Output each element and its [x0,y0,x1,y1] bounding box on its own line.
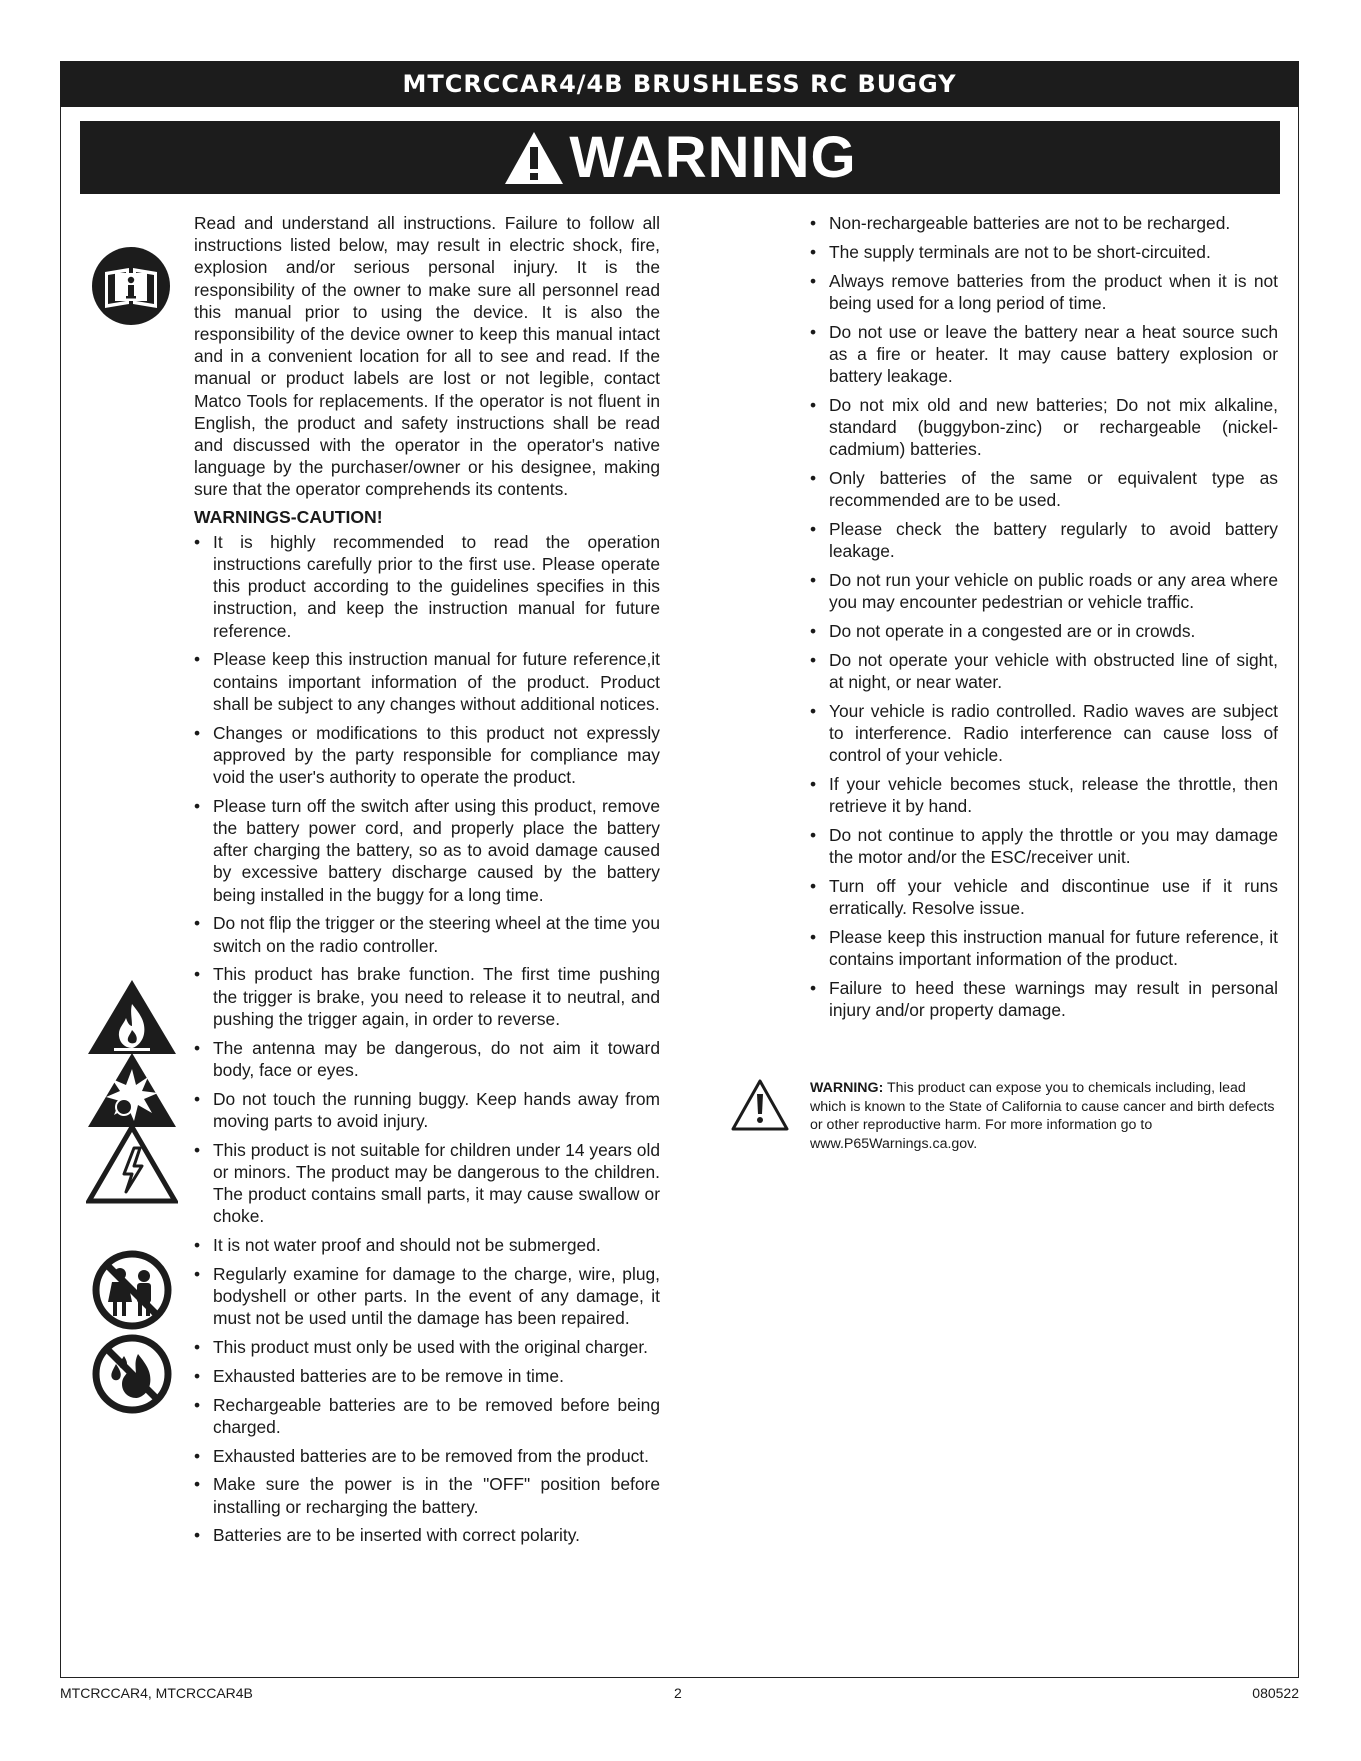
warnings-caution-heading: WARNINGS-CAUTION! [194,506,383,527]
left-bullet-list [194,531,660,1547]
list-item: • Please keep this instruction manual for future reference,it contains important information of the product. Product shall be subject to any changes without additional notices. [194,648,660,715]
list-item: • This product is not suitable for children under 14 years old or minors. The product may be dangerous to the children. The product contains small parts, it may cause swallow or choke. [194,1139,660,1228]
read-manual-icon [91,246,171,326]
list-item: • It is not water proof and should not be submerged. [194,1234,660,1256]
no-children-icon [92,1250,172,1330]
list-item: • Please check the battery regularly to avoid battery leakage. [810,518,1278,562]
list-item: • Do not operate in a congested are or in crowds. [810,620,1278,642]
list-item: • Batteries are to be inserted with correct polarity. [194,1524,660,1546]
electric-shock-icon [86,1124,178,1204]
warning-triangle-icon [503,130,565,186]
list-item: • Turn off your vehicle and discontinue use if it runs erratically. Resolve issue. [810,875,1278,919]
left-column [194,212,660,1553]
list-item: • Changes or modifications to this product not expressly approved by the party responsible for compliance may void the user's authority to operate the product. [194,722,660,789]
list-item: • The supply terminals are not to be short-circuited. [810,241,1278,263]
title-text: MTCRCCAR4/4B BRUSHLESS RC BUGGY [402,70,957,98]
list-item: • Non-rechargeable batteries are not to be recharged. [810,212,1278,234]
list-item: • Do not flip the trigger or the steering wheel at the time you switch on the radio controller. [194,912,660,956]
warning-banner [80,121,1280,194]
list-item: • Rechargeable batteries are to be removed before being charged. [194,1394,660,1438]
explosion-hazard-icon [86,1051,178,1129]
footer-code: 080522 [1252,1685,1299,1701]
list-item: • This product has brake function. The first time pushing the trigger is brake, you need to release it to neutral, and pushing the trigger again, in order to reverse. [194,963,660,1030]
prop65-label: WARNING: [810,1080,884,1096]
list-item: • Do not mix old and new batteries; Do not mix alkaline, standard (buggybon-zinc) or rechargeable (nickel-cadmium) batteries. [810,394,1278,461]
list-item: • Please turn off the switch after using this product, remove the battery power cord, and properly place the battery after charging the battery, so as to avoid damage caused by excessive battery discharge caused by the battery being installed in the buggy for a long time. [194,795,660,906]
no-water-fire-icon [92,1334,172,1414]
intro-paragraph: Read and understand all instructions. Failure to follow all instructions listed below, may result in electric shock, fire, explosion and/or serious personal injury. It is the responsibility of the owner to make sure all personnel read this manual prior to using the device. It is also the responsibility of the device owner to keep this manual intact and in a convenient location for all to see and read. If the manual or product labels are lost or not legible, contact Matco Tools for replacements. If the operator is not fluent in English, the product and safety instructions shall be read and discussed with the operator in the operator's native language by the purchaser/owner or his designee, making sure that the operator comprehends its contents. [194,213,660,500]
page-title [60,61,1299,107]
list-item: • Exhausted batteries are to be removed from the product. [194,1445,660,1467]
right-column [810,212,1278,1028]
footer-page-number: 2 [674,1685,682,1701]
list-item: • Always remove batteries from the product when it is not being used for a long period of time. [810,270,1278,314]
list-item: • Do not operate your vehicle with obstructed line of sight, at night, or near water. [810,649,1278,693]
list-item: • Do not touch the running buggy. Keep hands away from moving parts to avoid injury. [194,1088,660,1132]
list-item: • Regularly examine for damage to the charge, wire, plug, bodyshell or other parts. In the event of any damage, it must not be used until the damage has been repaired. [194,1263,660,1330]
right-bullet-list [810,212,1278,1021]
list-item: • Do not continue to apply the throttle or you may damage the motor and/or the ESC/receiver unit. [810,824,1278,868]
prop65-text-block [810,1079,1280,1154]
caution-icon [730,1078,790,1132]
list-item: • If your vehicle becomes stuck, release the throttle, then retrieve it by hand. [810,773,1278,817]
prop65-body: This product can expose you to chemicals including, lead which is known to the State of California to cause cancer and birth defects or other reproductive harm. For more information go to www.P65Warnings.ca.gov. [810,1080,1275,1153]
list-item: • This product must only be used with the original charger. [194,1336,660,1358]
list-item: • Do not use or leave the battery near a heat source such as a fire or heater. It may cause battery explosion or battery leakage. [810,321,1278,388]
list-item: • Only batteries of the same or equivalent type as recommended are to be used. [810,467,1278,511]
footer-model: MTCRCCAR4, MTCRCCAR4B [60,1685,253,1701]
list-item: • Exhausted batteries are to be remove in time. [194,1365,660,1387]
list-item: • Please keep this instruction manual for future reference, it contains important information of the product. [810,926,1278,970]
warning-banner-text: WARNING [569,124,857,190]
list-item: • It is highly recommended to read the operation instructions carefully prior to the first use. Please operate this product according to the guidelines specifies in this instruction, and keep the instruction manual for future reference. [194,531,660,642]
list-item: • Failure to heed these warnings may result in personal injury and/or property damage. [810,977,1278,1021]
list-item: • The antenna may be dangerous, do not aim it toward body, face or eyes. [194,1037,660,1081]
fire-hazard-icon [86,978,178,1056]
list-item: • Do not run your vehicle on public roads or any area where you may encounter pedestrian or vehicle traffic. [810,569,1278,613]
list-item: • Your vehicle is radio controlled. Radio waves are subject to interference. Radio interference can cause loss of control of your vehicle. [810,700,1278,767]
list-item: • Make sure the power is in the "OFF" position before installing or recharging the battery. [194,1473,660,1517]
